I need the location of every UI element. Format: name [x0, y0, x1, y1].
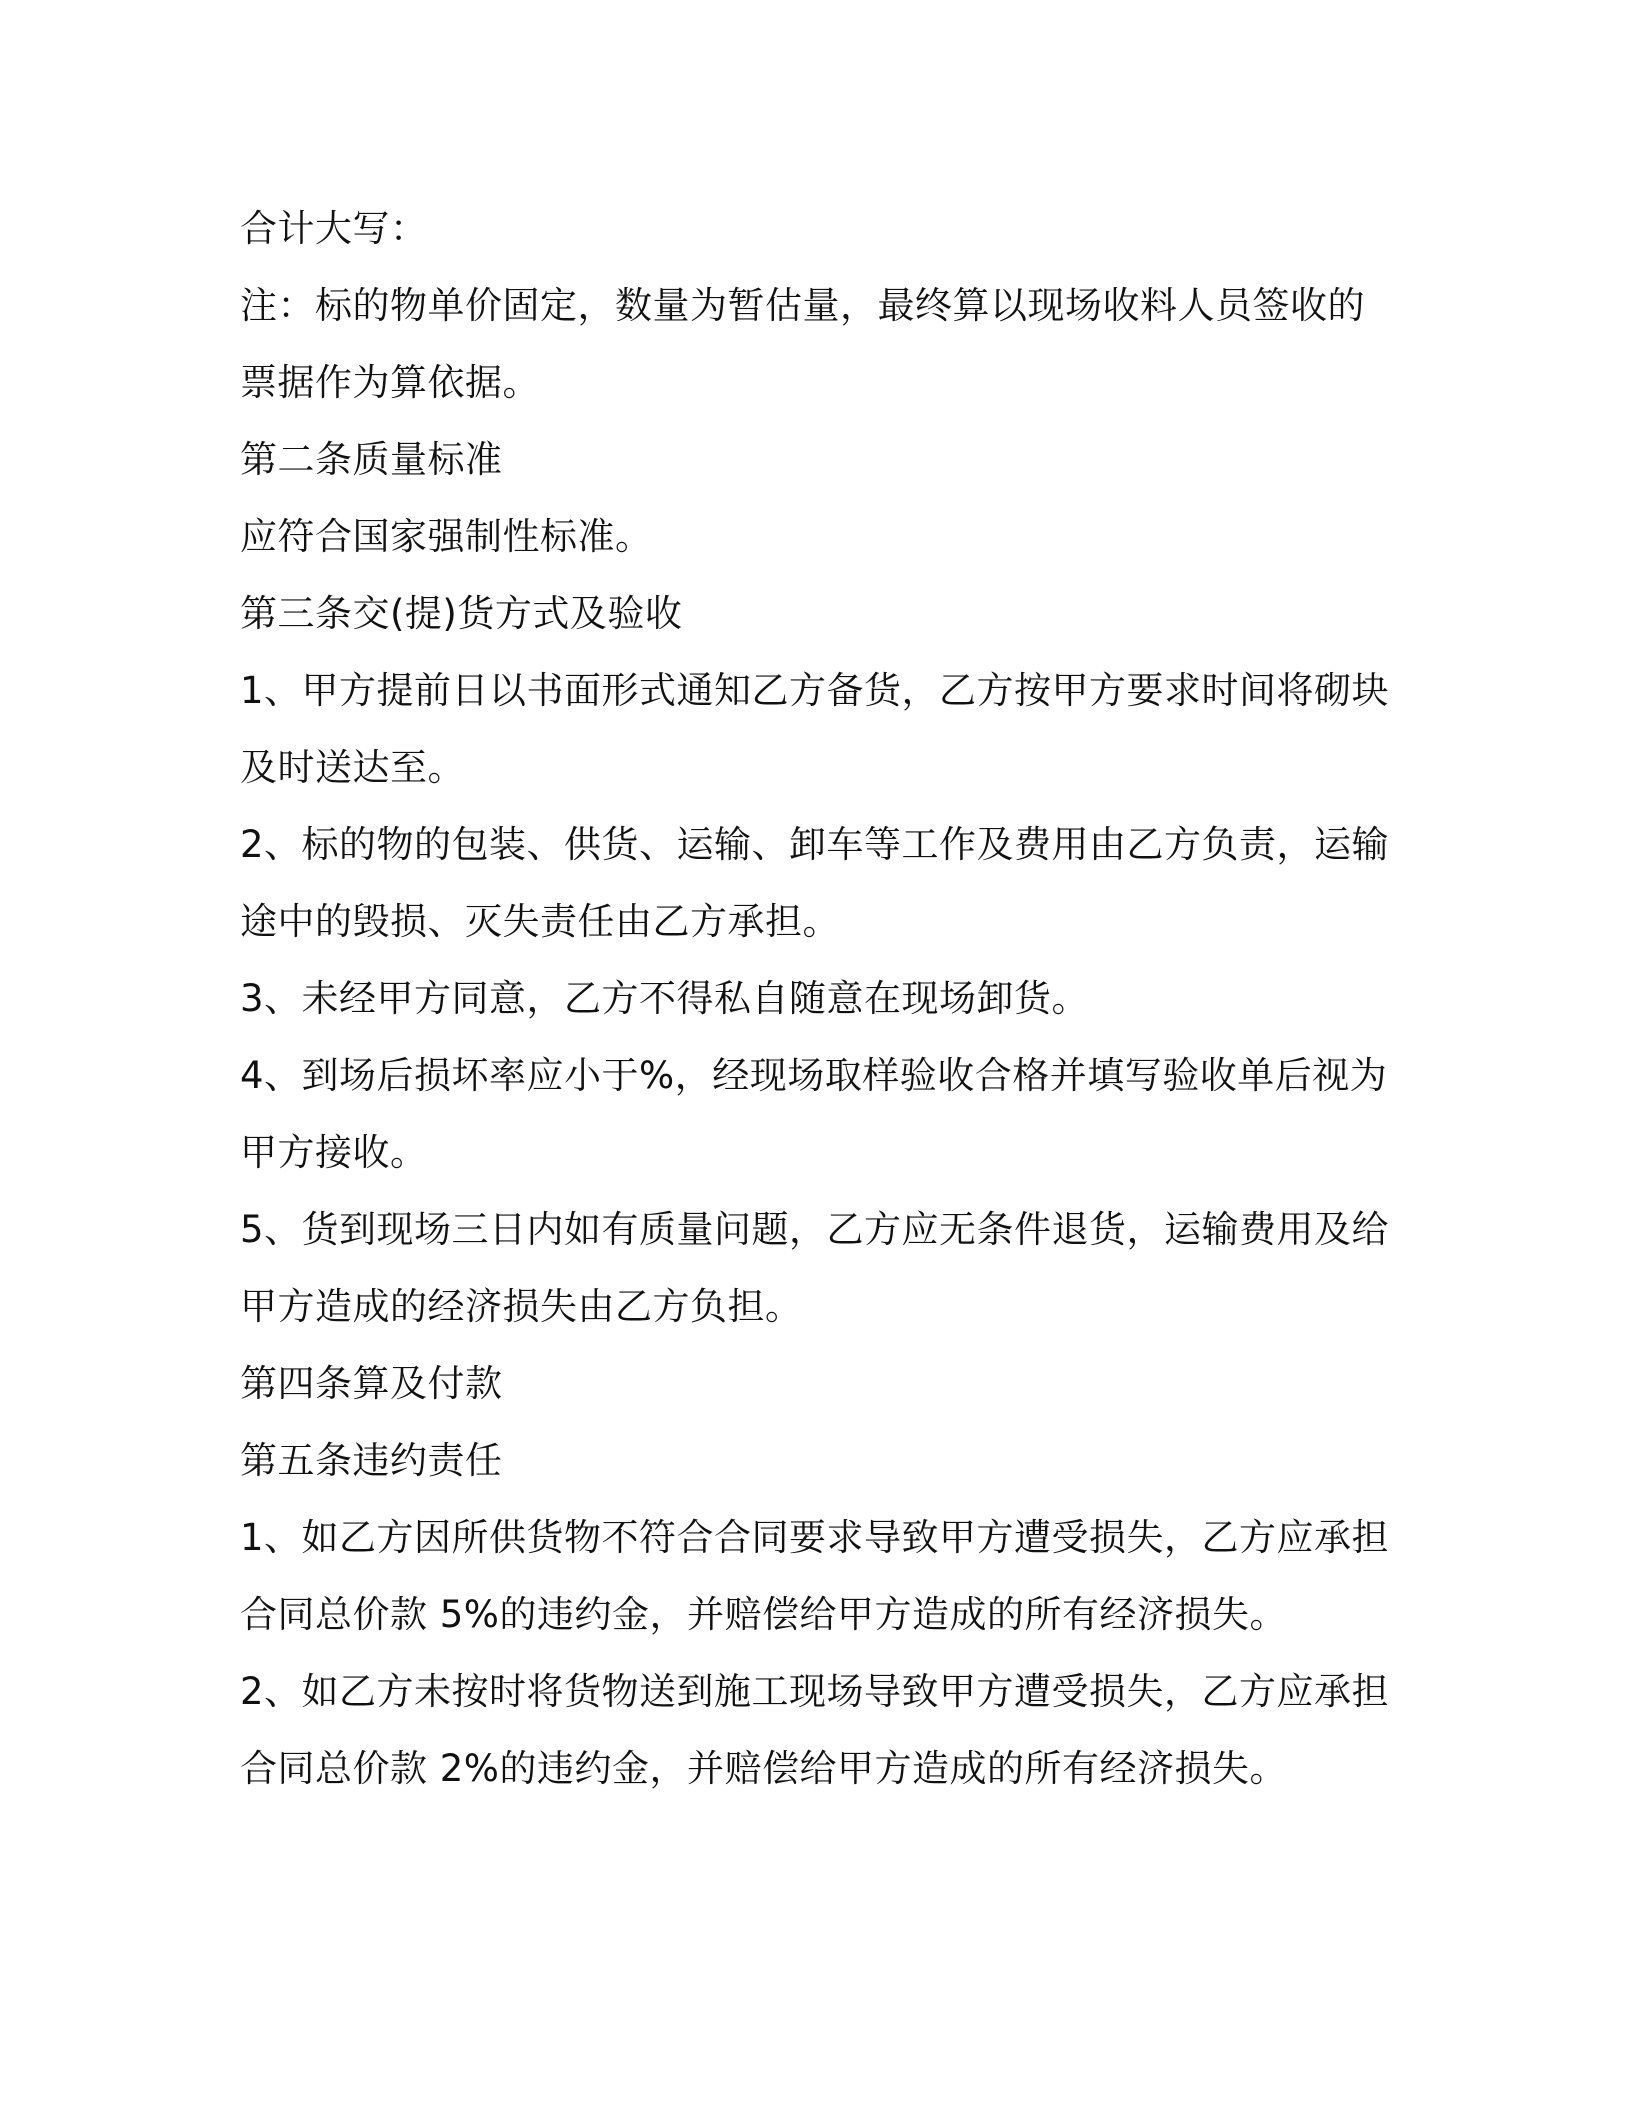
note-line-2: 票据作为算依据。	[240, 361, 540, 404]
article-3-item-3: 3、未经甲方同意，乙方不得私自随意在现场卸货。	[240, 977, 1090, 1020]
article-5-item-1-line-1: 1、如乙方因所供货物不符合合同要求导致甲方遭受损失，乙方应承担	[240, 1516, 1390, 1559]
article-3-item-2-line-1: 2、标的物的包装、供货、运输、卸车等工作及费用由乙方负责，运输	[240, 823, 1390, 866]
article-3-item-2-line-2: 途中的毁损、灭失责任由乙方承担。	[240, 900, 840, 943]
total-amount-line: 合计大写：	[240, 207, 428, 250]
article-3-item-4-line-2: 甲方接收。	[240, 1131, 428, 1174]
article-3-item-5-line-2: 甲方造成的经济损失由乙方负担。	[240, 1285, 803, 1328]
article-5-item-2-line-2: 合同总价款 2%的违约金，并赔偿给甲方造成的所有经济损失。	[240, 1747, 1287, 1790]
article-3-item-4-line-1: 4、到场后损坏率应小于%，经现场取样验收合格并填写验收单后视为	[240, 1054, 1388, 1097]
article-4-heading: 第四条算及付款	[240, 1362, 503, 1405]
article-2-heading: 第二条质量标准	[240, 438, 503, 481]
article-5-item-2-line-1: 2、如乙方未按时将货物送到施工现场导致甲方遭受损失，乙方应承担	[240, 1670, 1390, 1713]
article-2-body: 应符合国家强制性标准。	[240, 515, 653, 558]
document-body	[240, 190, 1400, 1807]
article-3-item-5-line-1: 5、货到现场三日内如有质量问题，乙方应无条件退货，运输费用及给	[240, 1208, 1390, 1251]
article-3-item-1-line-1: 1、甲方提前日以书面形式通知乙方备货，乙方按甲方要求时间将砌块	[240, 669, 1390, 712]
article-3-item-1-line-2: 及时送达至。	[240, 746, 465, 789]
article-5-heading: 第五条违约责任	[240, 1439, 503, 1482]
note-line-1: 注：标的物单价固定，数量为暂估量，最终算以现场收料人员签收的	[240, 284, 1365, 327]
article-5-item-1-line-2: 合同总价款 5%的违约金，并赔偿给甲方造成的所有经济损失。	[240, 1593, 1287, 1636]
article-3-heading: 第三条交(提)货方式及验收	[240, 592, 683, 635]
